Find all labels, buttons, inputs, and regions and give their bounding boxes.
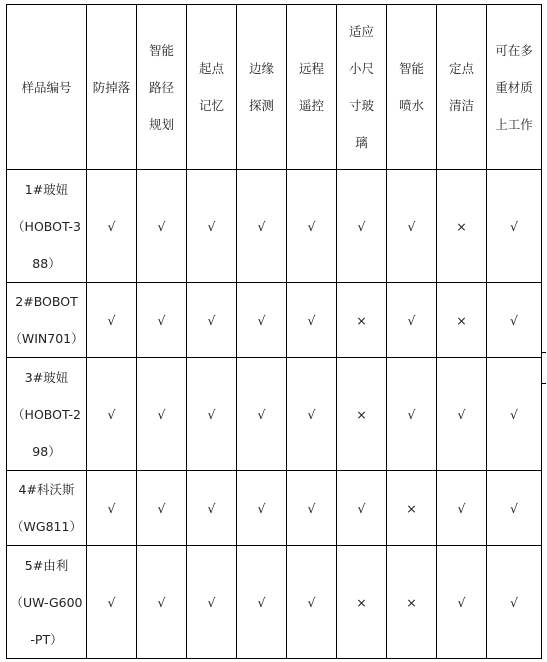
header-smart-path-planning: 智能 路径 规划 — [137, 5, 187, 170]
header-edge-detection: 边缘 探测 — [237, 5, 287, 170]
edge-tick — [542, 383, 546, 384]
feature-mark: √ — [387, 283, 437, 358]
table-row — [7, 170, 542, 283]
sample-id-cell: 5#由利 （UW-G600 -PT） — [7, 546, 87, 659]
feature-mark: √ — [237, 546, 287, 659]
feature-mark: √ — [437, 471, 487, 546]
feature-mark: √ — [487, 546, 542, 659]
feature-comparison-table — [6, 4, 542, 659]
feature-mark: √ — [187, 283, 237, 358]
feature-mark: √ — [137, 358, 187, 471]
feature-mark: √ — [87, 170, 137, 283]
feature-mark: × — [437, 170, 487, 283]
feature-mark: √ — [87, 471, 137, 546]
feature-mark: √ — [437, 546, 487, 659]
table-row — [7, 546, 542, 659]
feature-mark: √ — [287, 283, 337, 358]
feature-mark: √ — [237, 358, 287, 471]
header-multi-surface: 可在多 重材质 上工作 — [487, 5, 542, 170]
header-remote-control: 远程 遥控 — [287, 5, 337, 170]
feature-mark: √ — [187, 546, 237, 659]
sample-id-cell: 2#BOBOT （WIN701） — [7, 283, 87, 358]
header-anti-fall: 防掉落 — [87, 5, 137, 170]
feature-mark: × — [337, 546, 387, 659]
feature-mark: √ — [137, 283, 187, 358]
feature-mark: √ — [287, 170, 337, 283]
feature-mark: √ — [237, 170, 287, 283]
sample-id-cell: 1#玻妞 （HOBOT-3 88） — [7, 170, 87, 283]
header-sample-id: 样品编号 — [7, 5, 87, 170]
sample-id-cell: 3#玻妞 （HOBOT-2 98） — [7, 358, 87, 471]
feature-mark: × — [387, 546, 437, 659]
header-small-glass-adaptation: 适应 小尺 寸玻 璃 — [337, 5, 387, 170]
edge-tick — [542, 352, 546, 353]
sample-id-cell: 4#科沃斯 （WG811） — [7, 471, 87, 546]
feature-mark: √ — [237, 283, 287, 358]
feature-mark: √ — [387, 358, 437, 471]
feature-mark: √ — [287, 358, 337, 471]
feature-mark: √ — [287, 471, 337, 546]
feature-mark: √ — [337, 471, 387, 546]
feature-mark: √ — [287, 546, 337, 659]
table-row — [7, 471, 542, 546]
feature-mark: √ — [187, 358, 237, 471]
feature-mark: √ — [87, 283, 137, 358]
header-start-point-memory: 起点 记忆 — [187, 5, 237, 170]
feature-mark: √ — [387, 170, 437, 283]
feature-mark: √ — [187, 170, 237, 283]
header-spot-cleaning: 定点 清洁 — [437, 5, 487, 170]
feature-mark: × — [337, 283, 387, 358]
feature-mark: √ — [337, 170, 387, 283]
feature-mark: √ — [487, 283, 542, 358]
feature-mark: √ — [237, 471, 287, 546]
feature-mark: √ — [87, 546, 137, 659]
feature-mark: √ — [437, 358, 487, 471]
feature-mark: √ — [87, 358, 137, 471]
feature-mark: × — [337, 358, 387, 471]
header-row — [7, 5, 542, 170]
feature-mark: × — [437, 283, 487, 358]
feature-mark: √ — [137, 546, 187, 659]
feature-mark: × — [387, 471, 437, 546]
feature-mark: √ — [137, 471, 187, 546]
header-smart-water-spray: 智能 喷水 — [387, 5, 437, 170]
table-row — [7, 358, 542, 471]
table-row — [7, 283, 542, 358]
feature-mark: √ — [487, 471, 542, 546]
feature-mark: √ — [487, 170, 542, 283]
feature-mark: √ — [137, 170, 187, 283]
feature-mark: √ — [187, 471, 237, 546]
feature-mark: √ — [487, 358, 542, 471]
